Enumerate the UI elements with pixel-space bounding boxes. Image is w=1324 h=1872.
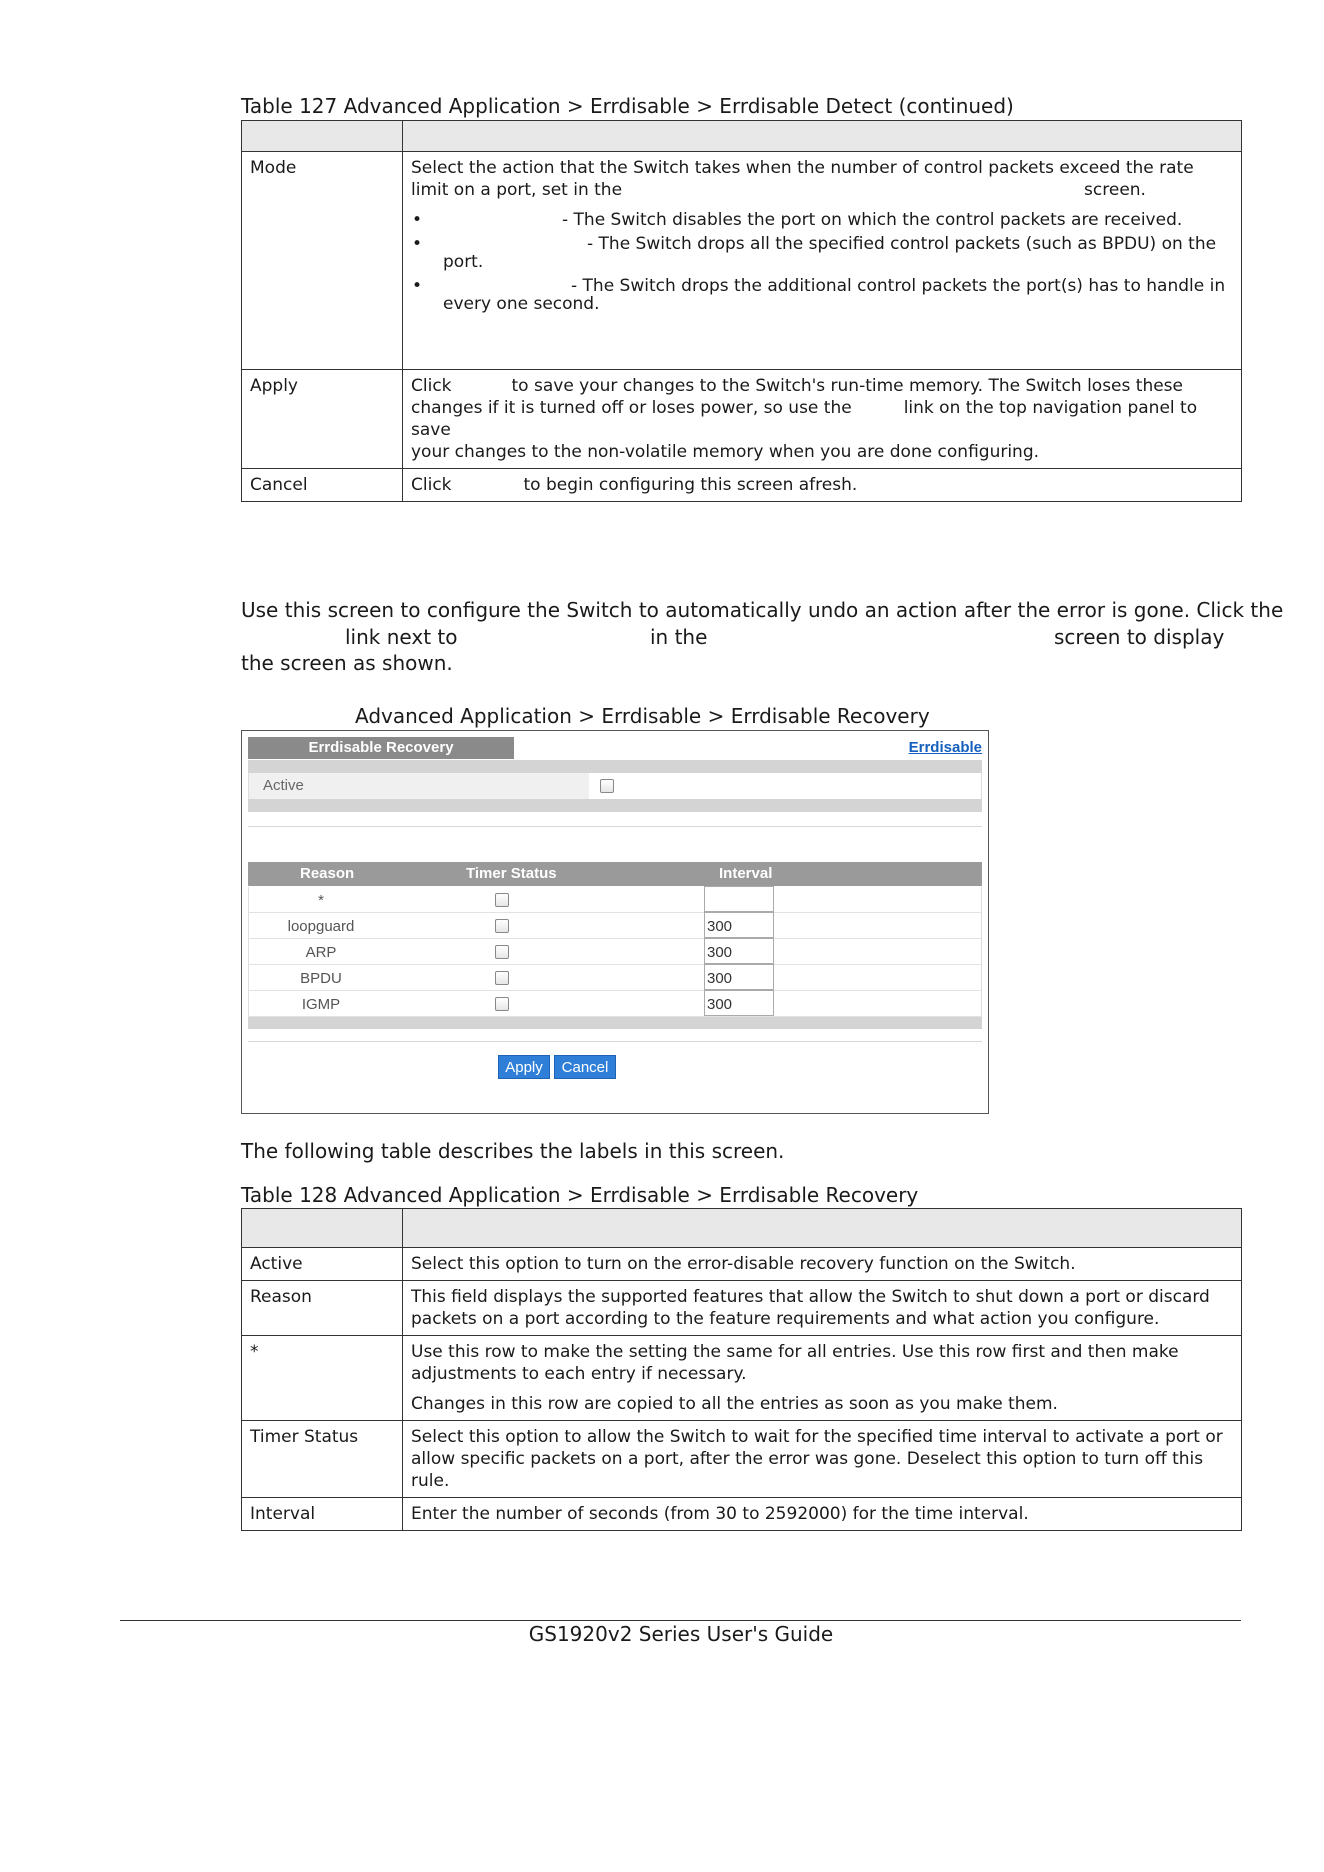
row-label: Active bbox=[242, 1248, 403, 1281]
timer-status-checkbox[interactable] bbox=[495, 919, 509, 933]
divider bbox=[248, 826, 982, 827]
row-label: * bbox=[242, 1336, 403, 1421]
row-label: Reason bbox=[242, 1281, 403, 1336]
tab-errdisable-recovery[interactable]: Errdisable Recovery bbox=[248, 737, 514, 759]
reason-cell: BPDU bbox=[300, 970, 342, 987]
timer-status-checkbox[interactable] bbox=[495, 893, 509, 907]
intro-line-2c: screen to display bbox=[1054, 625, 1225, 649]
row-description: Click to begin configuring this screen afresh. bbox=[403, 469, 1242, 502]
reason-cell: * bbox=[318, 892, 324, 909]
mode-text-line2: limit on a port, set in the bbox=[411, 180, 623, 200]
row-description bbox=[403, 152, 1242, 370]
column-header-interval: Interval bbox=[719, 865, 773, 882]
active-row bbox=[248, 773, 982, 799]
row-description: Use this row to make the setting the same for all entries. Use this row first and then make adjustments to each entry if necessary. Changes in this row are copied to all the entries as soon as you make them. bbox=[403, 1336, 1242, 1421]
section-bar bbox=[248, 1017, 982, 1029]
interval-input[interactable]: 300 bbox=[704, 990, 774, 1016]
interval-input[interactable]: 300 bbox=[704, 938, 774, 964]
intro-line-2a: link next to bbox=[345, 625, 458, 649]
figure-caption: Advanced Application > Errdisable > Errdisable Recovery bbox=[355, 704, 930, 728]
interval-input[interactable] bbox=[704, 886, 774, 912]
recovery-table-header bbox=[248, 862, 982, 886]
reason-cell: loopguard bbox=[287, 918, 355, 935]
apply-button[interactable]: Apply bbox=[498, 1055, 550, 1079]
table-row bbox=[248, 887, 982, 913]
table-row-apply bbox=[242, 370, 1242, 469]
active-label: Active bbox=[249, 773, 589, 799]
reason-cell: ARP bbox=[305, 944, 337, 961]
divider bbox=[248, 1041, 982, 1042]
list-item: • - The Switch drops the additional control packets the port(s) has to handle in every one second. bbox=[411, 277, 1233, 313]
list-item: • - The Switch drops all the specified control packets (such as BPDU) on the port. bbox=[411, 235, 1233, 271]
intro-line-1: Use this screen to configure the Switch to automatically undo an action after the error is gone. Click the bbox=[241, 598, 1284, 622]
row-description: Click to save your changes to the Switch's run-time memory. The Switch loses these changes if it is turned off or loses power, so use the link on the top navigation panel to save your changes to the non-volatile memory when you are done configuring. bbox=[403, 370, 1242, 469]
timer-status-checkbox[interactable] bbox=[495, 971, 509, 985]
errdisable-link[interactable]: Errdisable bbox=[908, 739, 982, 756]
table-row-reason bbox=[242, 1281, 1242, 1336]
table-row-interval bbox=[242, 1498, 1242, 1531]
intro-line-3: the screen as shown. bbox=[241, 651, 453, 675]
header-cell-description bbox=[403, 1209, 1242, 1248]
row-label: Cancel bbox=[242, 469, 403, 502]
section-bar bbox=[248, 799, 982, 812]
row-label: Mode bbox=[242, 152, 403, 370]
section-bar bbox=[248, 760, 982, 773]
column-header-timer-status: Timer Status bbox=[466, 865, 557, 882]
table-row bbox=[248, 965, 982, 991]
row-label: Apply bbox=[242, 370, 403, 469]
reason-cell: IGMP bbox=[301, 996, 341, 1013]
active-checkbox[interactable] bbox=[600, 779, 614, 793]
mode-text-line1: Select the action that the Switch takes when the number of control packets exceed the rate bbox=[411, 158, 1194, 178]
tab-bar bbox=[248, 737, 982, 759]
table-row-mode bbox=[242, 152, 1242, 370]
table-row bbox=[248, 939, 982, 965]
table-header-row bbox=[242, 121, 1242, 152]
table-row-timer-status bbox=[242, 1421, 1242, 1498]
intro-line-2b: in the bbox=[650, 625, 708, 649]
column-header-reason: Reason bbox=[300, 865, 355, 882]
interval-input[interactable]: 300 bbox=[704, 912, 774, 938]
table-row bbox=[248, 991, 982, 1017]
cancel-button[interactable]: Cancel bbox=[554, 1055, 616, 1079]
errdisable-recovery-screenshot bbox=[241, 730, 989, 1114]
mode-text-line2-end: screen. bbox=[1084, 180, 1146, 200]
row-description: Select this option to allow the Switch to wait for the specified time interval to activate a port or allow specific packets on a port, after the error was gone. Deselect this option to turn off this rule. bbox=[403, 1421, 1242, 1498]
page-footer: GS1920v2 Series User's Guide bbox=[528, 1622, 834, 1646]
table-row bbox=[248, 913, 982, 939]
header-cell-label bbox=[242, 1209, 403, 1248]
timer-status-checkbox[interactable] bbox=[495, 997, 509, 1011]
header-cell-description bbox=[403, 121, 1242, 152]
table-header-row bbox=[242, 1209, 1242, 1248]
table-127-caption: Table 127 Advanced Application > Errdisable > Errdisable Detect (continued) bbox=[241, 94, 1014, 118]
row-label: Timer Status bbox=[242, 1421, 403, 1498]
interval-input[interactable]: 300 bbox=[704, 964, 774, 990]
table-127 bbox=[241, 120, 1242, 502]
following-text: The following table describes the labels in this screen. bbox=[241, 1139, 785, 1163]
row-label: Interval bbox=[242, 1498, 403, 1531]
table-128-caption: Table 128 Advanced Application > Errdisable > Errdisable Recovery bbox=[241, 1183, 919, 1207]
table-row-active bbox=[242, 1248, 1242, 1281]
mode-bullet-list bbox=[411, 211, 1233, 313]
header-cell-label bbox=[242, 121, 403, 152]
table-row-cancel bbox=[242, 469, 1242, 502]
row-description: Enter the number of seconds (from 30 to 2592000) for the time interval. bbox=[403, 1498, 1242, 1531]
list-item: • - The Switch disables the port on which the control packets are received. bbox=[411, 211, 1233, 229]
row-description: Select this option to turn on the error-disable recovery function on the Switch. bbox=[403, 1248, 1242, 1281]
footer-divider bbox=[120, 1620, 1241, 1621]
row-description: This field displays the supported features that allow the Switch to shut down a port or discard packets on a port according to the feature requirements and what action you configure. bbox=[403, 1281, 1242, 1336]
table-128 bbox=[241, 1208, 1242, 1531]
timer-status-checkbox[interactable] bbox=[495, 945, 509, 959]
table-row-all bbox=[242, 1336, 1242, 1421]
